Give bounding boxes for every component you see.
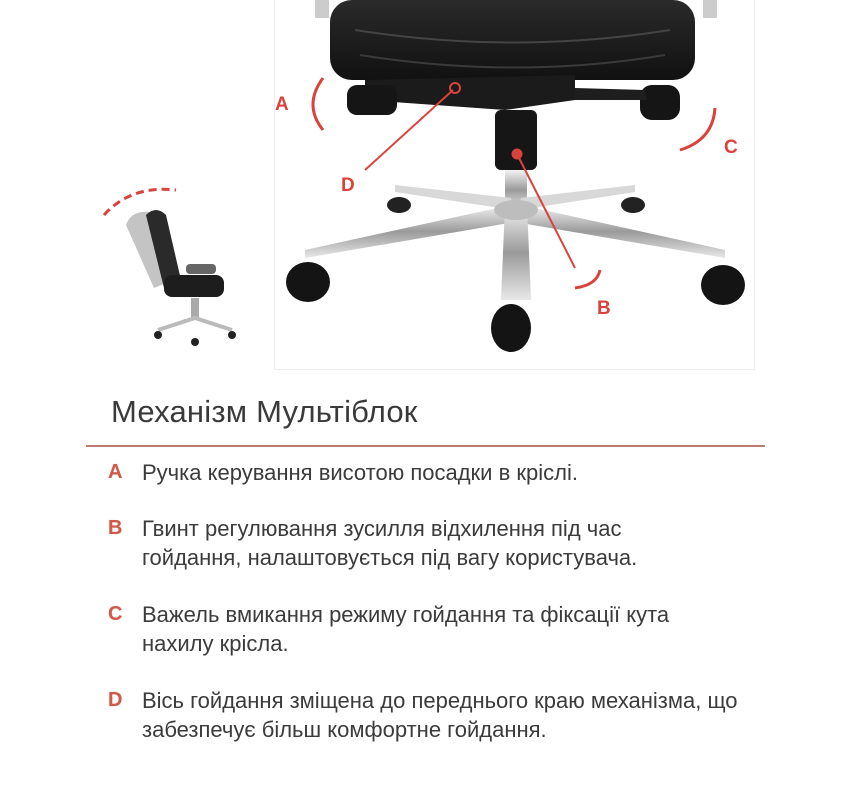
feature-letter: A	[108, 461, 123, 483]
feature-letter: B	[108, 517, 123, 539]
callout-a: A	[275, 94, 289, 115]
feature-item-a	[108, 458, 788, 487]
feature-item-d	[108, 686, 788, 744]
feature-letter: D	[108, 689, 123, 711]
chair-thumbnail-illustration	[96, 180, 246, 350]
star-base	[305, 185, 725, 300]
seat	[315, 0, 717, 80]
feature-text: Ручка керування висотою посадки в кріслі.	[142, 460, 578, 485]
gas-lift	[495, 110, 537, 210]
feature-text: Важель вмикання режиму гойдання та фіксації кута нахилу крісла.	[142, 602, 670, 656]
callout-b: B	[597, 298, 611, 319]
feature-letter: C	[108, 603, 123, 625]
chair-tilt-thumbnail	[96, 180, 246, 350]
heading-divider	[86, 445, 765, 447]
callout-c: C	[724, 137, 738, 158]
page-title: Механізм Мультіблок	[111, 394, 418, 429]
feature-item-c	[108, 600, 788, 658]
feature-item-b	[108, 514, 788, 572]
feature-text: Вісь гойдання зміщена до переднього краю механізма, що забезпечує більш комфортне гойдання.	[142, 688, 738, 742]
feature-text: Гвинт регулювання зусилля відхилення під час гойдання, налаштовується під вагу користувача.	[142, 516, 638, 570]
callout-d: D	[341, 175, 355, 196]
